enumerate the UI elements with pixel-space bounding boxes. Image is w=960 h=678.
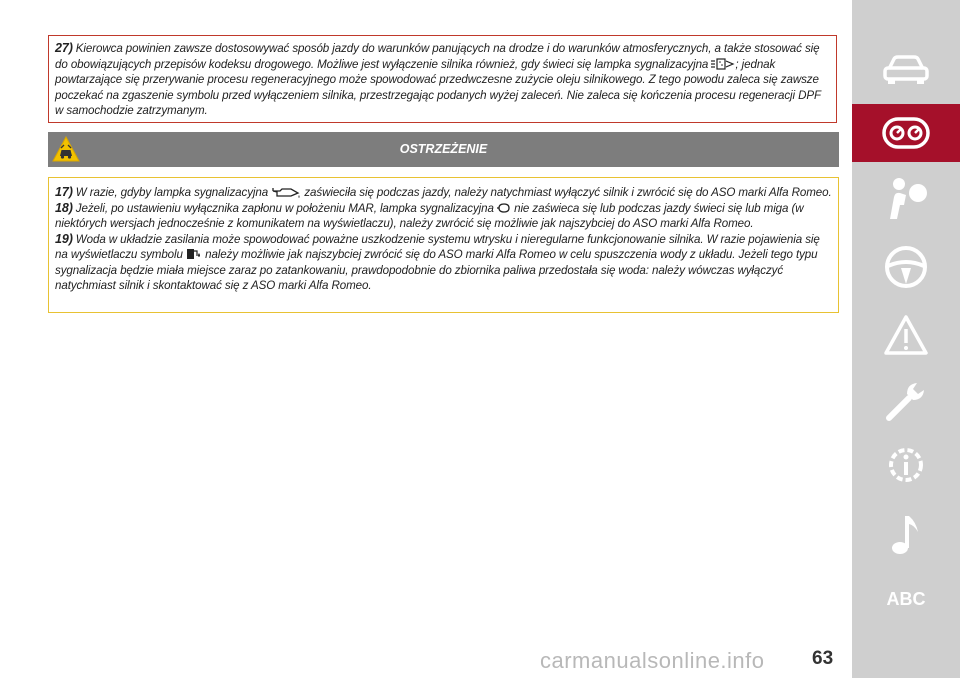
dpf-icon xyxy=(711,58,735,70)
page-number: 63 xyxy=(812,648,834,669)
warning-box xyxy=(48,177,839,313)
sidebar-item-warnings[interactable] xyxy=(852,306,960,364)
sidebar-item-car[interactable] xyxy=(852,40,960,98)
warning-triangle-icon xyxy=(883,314,929,356)
oil-pressure-icon xyxy=(271,186,301,198)
steering-wheel-icon xyxy=(883,244,929,290)
sidebar-item-technical[interactable] xyxy=(852,436,960,494)
sidebar-item-safety[interactable] xyxy=(852,170,960,228)
index-abc-label: ABC xyxy=(886,588,926,609)
info-gear-icon xyxy=(882,441,930,489)
note-text-a: Kierowca powinien zawsze dostosowywać sposób jazdy do warunków panujących na drodze i do warunków atmosferycznych, a także stosować się do obowiązujących przepisów kodeksu drogowego. Możliwe jest wyłączenie silnika również, gdy świeci się lampka sygnalizacyjna xyxy=(55,42,820,71)
warning-item-18 xyxy=(55,201,832,232)
sidebar-item-dashboard[interactable] xyxy=(852,104,960,162)
warning-item-17 xyxy=(55,185,832,201)
warning-item-19 xyxy=(55,232,832,294)
note-box xyxy=(48,35,837,123)
warning-number: 18) xyxy=(55,200,73,215)
sidebar-item-driving[interactable] xyxy=(852,238,960,296)
warning-number: 19) xyxy=(55,231,73,246)
warning-title: OSTRZEŻENIE xyxy=(399,142,488,156)
airbag-icon xyxy=(882,175,930,223)
warning-number: 17) xyxy=(55,185,73,199)
warning-text-a: Woda w układzie zasilania może spowodować poważne uszkodzenie systemu wtrysku i nieregularne funkcjonowanie silnika. W razie pojawienia się na wyświetlaczu symbolu xyxy=(55,232,820,261)
wrench-icon xyxy=(883,378,929,424)
warning-text-b: zaświeciła się podczas jazdy, należy natychmiast wyłączyć silnik i zwrócić się do ASO marki Alfa Romeo. xyxy=(304,186,832,199)
watermark: carmanualsonline.info xyxy=(540,648,765,673)
music-note-icon xyxy=(886,512,926,558)
sidebar-item-service[interactable] xyxy=(852,372,960,430)
note-text-b: ; jednak powtarzające się przerywanie procesu regeneracyjnego może spowodować przedwczesne zużycie oleju silnikowego. Z tego powodu zaleca się zawsze poczekać na zgaszenie symbolu przed wyłączeniem silnika, przestrzegając podanych wyżej zaleceń. Nie zaleca się kończenia procesu regeneracji DPF w samochodzie zatrzymanym. xyxy=(55,57,821,117)
glow-plug-icon xyxy=(497,202,511,214)
warning-text-a: W razie, gdyby lampka sygnalizacyjna xyxy=(75,186,269,199)
warning-text-b: nie zaświeca się lub podczas jazdy świeci się lub miga (w niektórych wersjach jednocześnie z komunikatem na wyświetlaczu), należy zwrócić się możliwie jak najszybciej do ASO marki Alfa Romeo. xyxy=(55,201,804,230)
chapter-sidebar xyxy=(852,0,960,678)
note-number: 27) xyxy=(55,41,73,55)
warning-text-b: należy możliwie jak najszybciej zwrócić się do ASO marki Alfa Romeo w celu spuszczenia wody z układu. Jeżeli tego typu sygnalizacja będzie miała miejsce zaraz po zatankowaniu, prawdopodobnie do zbiornika paliwa przedostała się woda: należy wówczas wyłączyć natychmiast silnik i skontaktować się z ASO marki Alfa Romeo. xyxy=(55,248,818,292)
car-icon xyxy=(881,51,931,87)
warning-text-a: Jeżeli, po ustawieniu wyłącznika zapłonu w położeniu MAR, lampka sygnalizacyjna xyxy=(75,201,494,215)
water-in-fuel-icon xyxy=(186,247,202,260)
warning-header xyxy=(48,132,839,167)
dashboard-icon xyxy=(881,116,931,150)
sidebar-item-multimedia[interactable] xyxy=(852,506,960,564)
sidebar-item-index[interactable] xyxy=(852,570,960,628)
